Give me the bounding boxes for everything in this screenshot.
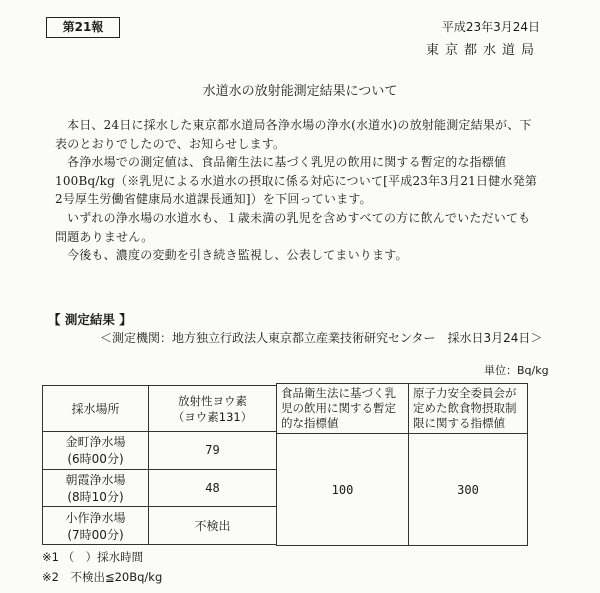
table-row [43,469,277,507]
site-name: 金町浄水場 [65,435,126,450]
section-title: 【 測定結果 】 [48,312,132,327]
iodine-value: 79 [149,432,277,470]
header-iodine-line2: （ヨウ素131） [172,409,253,424]
body-line: 今後も、濃度の変動を引き続き監視し、公表してまいります。 [67,248,408,263]
infant-limit-value: 100 [277,434,409,546]
header-infant-limit: 食品衛生法に基づく乳児の飲用に関する暫定的な指標値 [277,384,409,434]
table-row [43,507,277,545]
report-number-box: 第21報 [46,17,120,38]
footnote-2: ※2 不検出≦20Bq/kg [42,570,163,584]
site-cell [43,469,149,507]
site-cell [43,432,149,470]
footnote-1: ※1 （ ）採水時間 [42,550,144,564]
body-line: いずれの浄水場の水道水も、１歳未満の乳児を含めすべての方に飲んでいただいても [67,210,531,225]
iodine-value: 不検出 [149,507,277,545]
table-row [43,432,277,470]
sample-time: (6時00分) [67,452,124,467]
issue-date: 平成23年3月24日 [441,20,540,34]
sample-time: (8時10分) [67,489,124,504]
limits-table [276,383,528,546]
body-line: 問題ありません。 [55,229,154,244]
body-line: 表のとおりでしたので、お知らせします。 [55,136,286,151]
header-site: 採水場所 [43,386,149,432]
site-name: 朝霞浄水場 [65,472,126,487]
sample-time: (7時00分) [67,527,124,542]
unit-label: 単位：Bq/kg [484,364,549,377]
body-line: 2号厚生労働省健康局水道課長通知]）を下回っています。 [55,192,372,207]
body-text [55,116,600,265]
header-iodine [149,386,277,432]
document-title: 水道水の放射能測定結果について [202,84,398,99]
body-line: 各浄水場での測定値は、食品衛生法に基づく乳児の飲用に関する暫定的な指標値 [67,155,507,170]
nsc-limit-value: 300 [409,434,528,546]
issuing-organization: 東京都水道局 [425,43,540,58]
body-line: 100Bq/kg（※乳児による水道水の摂取に係る対応について[平成23年3月21日健水発第 [55,173,538,188]
body-line: 本日、24日に採水した東京都水道局各浄水場の浄水(水道水)の放射能測定結果が、下 [67,118,532,132]
iodine-value: 48 [149,469,277,507]
header-nsc-limit: 原子力安全委員会が定めた飲食物摂取制限に関する指標値 [409,384,528,434]
measurement-agency: ＜測定機関：地方独立行政法人東京都立産業技術研究センター 採水日3月24日＞ [100,331,543,345]
results-table [42,385,277,545]
header-iodine-line1: 放射性ヨウ素 [178,393,247,408]
site-name: 小作浄水場 [65,510,126,525]
site-cell [43,507,149,545]
